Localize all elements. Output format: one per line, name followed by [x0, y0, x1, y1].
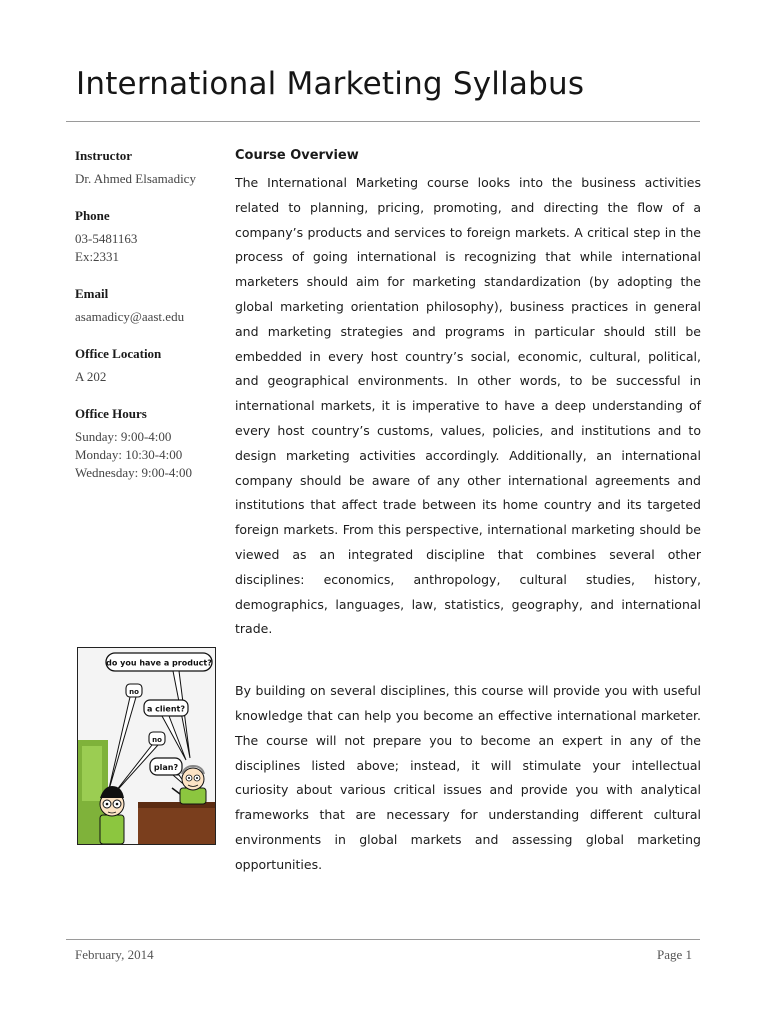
phone-group [75, 208, 225, 266]
course-overview-section [235, 148, 701, 878]
cartoon-svg [78, 648, 215, 844]
footer-divider [66, 939, 700, 940]
bubble-text: no [129, 688, 139, 696]
header-divider [66, 121, 700, 122]
bubble-text: plan? [153, 763, 179, 772]
footer-page-number: Page 1 [656, 947, 692, 962]
office-hours-wednesday: Wednesday: 9:00-4:00 [75, 465, 193, 480]
office-hours-sunday: Sunday: 9:00-4:00 [75, 429, 172, 444]
bubble-text: a client? [147, 704, 185, 714]
instructor-group [75, 148, 225, 188]
desk [138, 806, 215, 844]
footer-date: February, 2014 [75, 947, 154, 962]
phone-extension: Ex:2331 [75, 249, 120, 264]
instructor-label: Instructor [75, 148, 133, 163]
bubble-text: no [152, 736, 162, 744]
overview-paragraph-1: The International Marketing course looks into the business activities related to planning, pricing, promoting, and directing the flow of a company’s products and services to foreign markets. A critical step in the process of going international is recognizing that while international marketers should aim for marketing standardization (by adopting the global marketing orientation philosophy), business practices in general and marketing strategies and programs in particular should still be embedded in every host country’s social, economic, cultural, political, and geographical environments. In other words, to be successful in international markets, it is imperative to have a deep understanding of every host country’s customs, values, policies, and institutions and to design marketing activities accordingly. Additionally, an international company should be aware of any other international agreements and institutions that affect trade between its home country and its targeted foreign markets. From this perspective, international marketing should be viewed as an integrated discipline that combines several other disciplines: economics, anthropology, cultural studies, history, demographics, languages, law, statistics, geography, and international trade. [235, 175, 701, 637]
office-hours-group [75, 406, 225, 482]
phone-value [75, 230, 225, 266]
office-hours-monday: Monday: 10:30-4:00 [75, 447, 183, 462]
character-candidate [100, 786, 124, 844]
office-location-label: Office Location [75, 346, 162, 361]
page-title: International Marketing Syllabus [76, 66, 585, 102]
phone-number: 03-5481163 [75, 231, 138, 246]
email-value: asamadicy@aast.edu [75, 309, 185, 324]
cartoon-illustration [77, 647, 216, 845]
overview-paragraph-2: By building on several disciplines, this course will provide you with useful knowledge that can help you become an effective international marketer. The course will not prepare you to become an expert in any of the disciplines listed above; instead, it will stimulate your intellectual curiosity about various critical issues and provide you with analytical frameworks that are necessary for understanding different cultural environments in global markets and assessing global marketing opportunities. [235, 683, 701, 872]
contact-sidebar [75, 148, 225, 502]
section-heading: Course Overview [235, 148, 359, 163]
email-group [75, 286, 225, 326]
office-hours-value [75, 428, 225, 482]
email-label: Email [75, 286, 109, 301]
bubble-text: do you have a product? [106, 658, 212, 668]
office-location-value: A 202 [75, 369, 107, 384]
instructor-value: Dr. Ahmed Elsamadicy [75, 171, 196, 186]
phone-label: Phone [75, 208, 110, 223]
office-location-group [75, 346, 225, 386]
office-hours-label: Office Hours [75, 406, 147, 421]
